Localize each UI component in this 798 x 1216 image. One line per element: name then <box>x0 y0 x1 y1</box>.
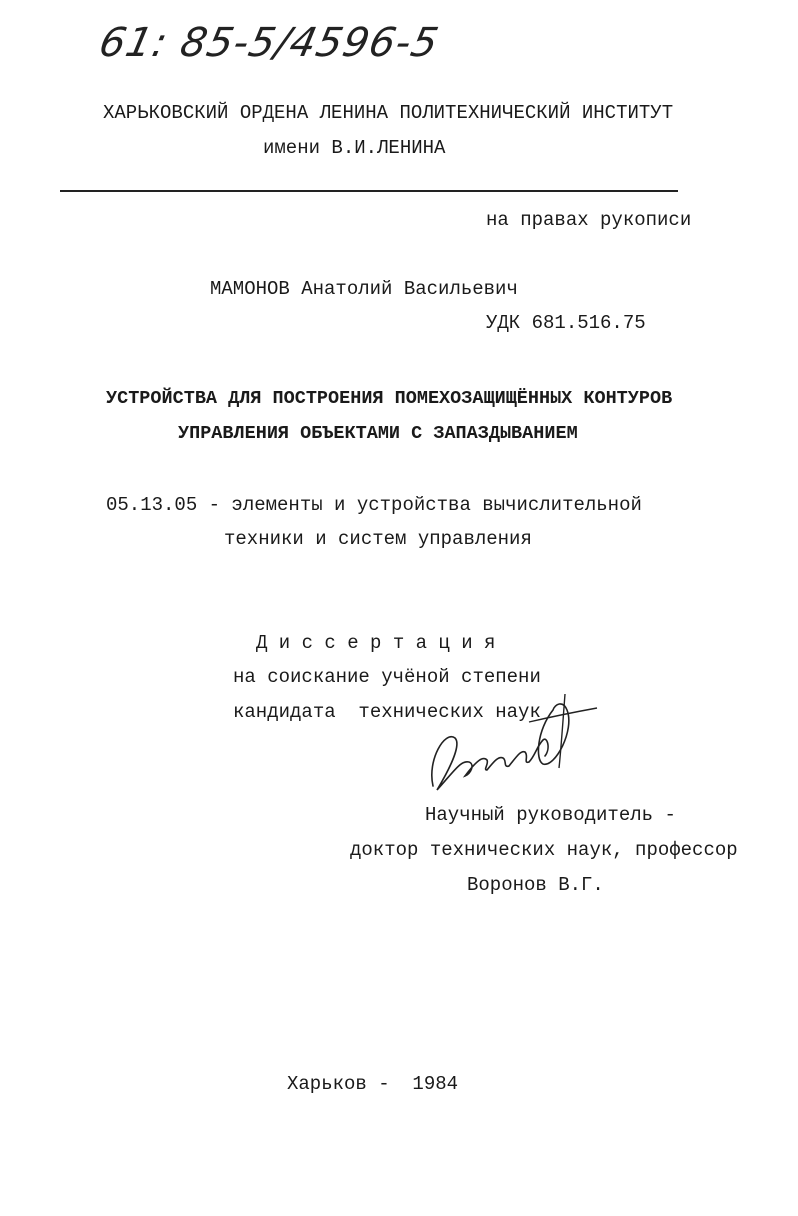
archive-code-handwritten: 61: 85-5/4596-5 <box>95 20 443 66</box>
institute-subtitle: имени В.И.ЛЕНИНА <box>263 137 446 159</box>
degree-line: на соискание учёной степени <box>233 666 541 688</box>
specialty-description: техники и систем управления <box>224 528 532 550</box>
institute-name: ХАРЬКОВСКИЙ ОРДЕНА ЛЕНИНА ПОЛИТЕХНИЧЕСКИЙ ИНСТИТУТ <box>103 102 674 124</box>
supervisor-role: Научный руководитель - <box>425 804 676 826</box>
horizontal-rule <box>60 190 678 192</box>
dissertation-title-line1: УСТРОЙСТВА ДЛЯ ПОСТРОЕНИЯ ПОМЕХОЗАЩИЩЁННЫХ КОНТУРОВ <box>106 388 673 409</box>
author-signature <box>425 690 605 800</box>
supervisor-degree: доктор технических наук, профессор <box>350 839 738 861</box>
supervisor-name: Воронов В.Г. <box>467 874 604 896</box>
dissertation-title-line2: УПРАВЛЕНИЯ ОБЪЕКТАМИ С ЗАПАЗДЫВАНИЕМ <box>178 423 578 444</box>
manuscript-note: на правах рукописи <box>486 209 692 231</box>
place-and-year: Харьков - 1984 <box>287 1073 459 1095</box>
dissertation-heading: Д и с с е р т а ц и я <box>256 632 496 654</box>
author-name: МАМОНОВ Анатолий Васильевич <box>210 278 518 300</box>
degree-field: кандидата технических наук <box>233 701 541 723</box>
udk-code: УДК 681.516.75 <box>486 312 646 334</box>
specialty-code: 05.13.05 - элементы и устройства вычислительной <box>106 494 642 516</box>
